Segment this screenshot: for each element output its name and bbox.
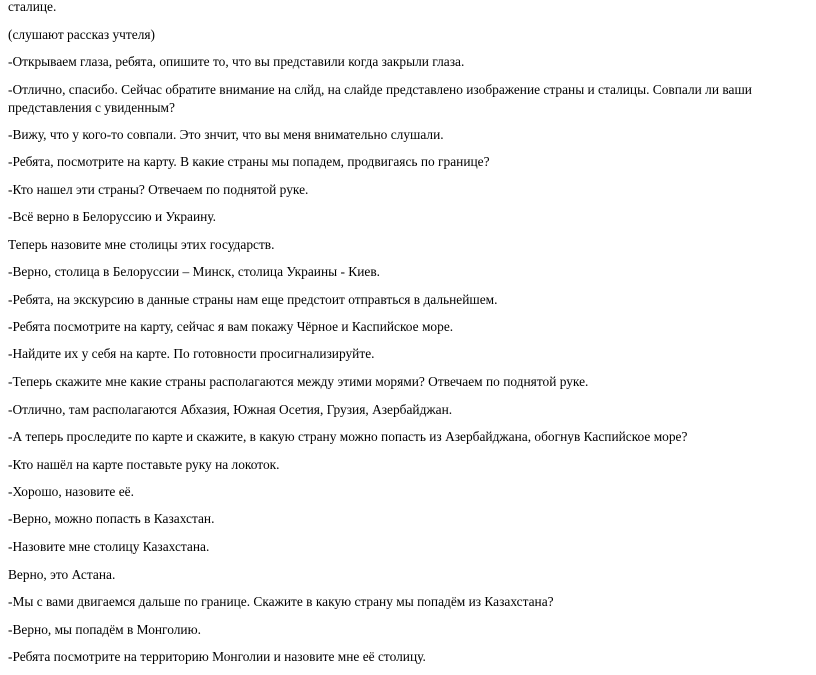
document-page bbox=[8, 0, 808, 675]
paragraph-7: -Кто нашел эти страны? Отвечаем по поднятой руке. bbox=[8, 182, 309, 197]
paragraph-21: Верно, это Астана. bbox=[8, 567, 116, 582]
paragraph-9: Теперь назовите мне столицы этих государств. bbox=[8, 237, 275, 252]
paragraph-1: сталице. bbox=[8, 0, 57, 14]
paragraph-19: -Верно, можно попасть в Казахстан. bbox=[8, 511, 215, 526]
paragraph-3: -Открываем глаза, ребята, опишите то, что вы представили когда закрыли глаза. bbox=[8, 54, 465, 69]
paragraph-13: -Найдите их у себя на карте. По готовности просигнализируйте. bbox=[8, 346, 375, 361]
paragraph-5: -Вижу, что у кого-то совпали. Это знчит, что вы меня внимательно слушали. bbox=[8, 127, 444, 142]
paragraph-18: -Хорошо, назовите её. bbox=[8, 484, 134, 499]
paragraph-12: -Ребята посмотрите на карту, сейчас я вам покажу Чёрное и Каспийское море. bbox=[8, 319, 454, 334]
paragraph-4: -Отлично, спасибо. Сейчас обратите внимание на слйд, на слайде представлено изображение страны и сталицы. Совпали ли ваши представления с увиденным? bbox=[8, 82, 752, 115]
paragraph-11: -Ребята, на экскурсию в данные страны нам еще предстоит отправться в дальнейшем. bbox=[8, 292, 498, 307]
paragraph-24: -Ребята посмотрите на территорию Монголии и назовите мне её столицу. bbox=[8, 649, 426, 664]
paragraph-6: -Ребята, посмотрите на карту. В какие страны мы попадем, продвигаясь по границе? bbox=[8, 154, 490, 169]
paragraph-22: -Мы с вами двигаемся дальше по границе. Скажите в какую страну мы попадём из Казахстана? bbox=[8, 594, 554, 609]
paragraph-17: -Кто нашёл на карте поставьте руку на локоток. bbox=[8, 457, 280, 472]
paragraph-20: -Назовите мне столицу Казахстана. bbox=[8, 539, 210, 554]
paragraph-16: -А теперь проследите по карте и скажите, в какую страну можно попасть из Азербайджана, обогнув Каспийское море? bbox=[8, 429, 688, 444]
paragraph-14: -Теперь скажите мне какие страны располагаются между этими морями? Отвечаем по поднятой руке. bbox=[8, 374, 589, 389]
paragraph-10: -Верно, столица в Белоруссии – Минск, столица Украины - Киев. bbox=[8, 264, 381, 279]
paragraph-8: -Всё верно в Белоруссию и Украину. bbox=[8, 209, 217, 224]
paragraph-23: -Верно, мы попадём в Монголию. bbox=[8, 622, 201, 637]
paragraph-15: -Отлично, там располагаются Абхазия, Южная Осетия, Грузия, Азербайджан. bbox=[8, 402, 453, 417]
paragraph-2: (слушают рассказ учтеля) bbox=[8, 27, 155, 42]
